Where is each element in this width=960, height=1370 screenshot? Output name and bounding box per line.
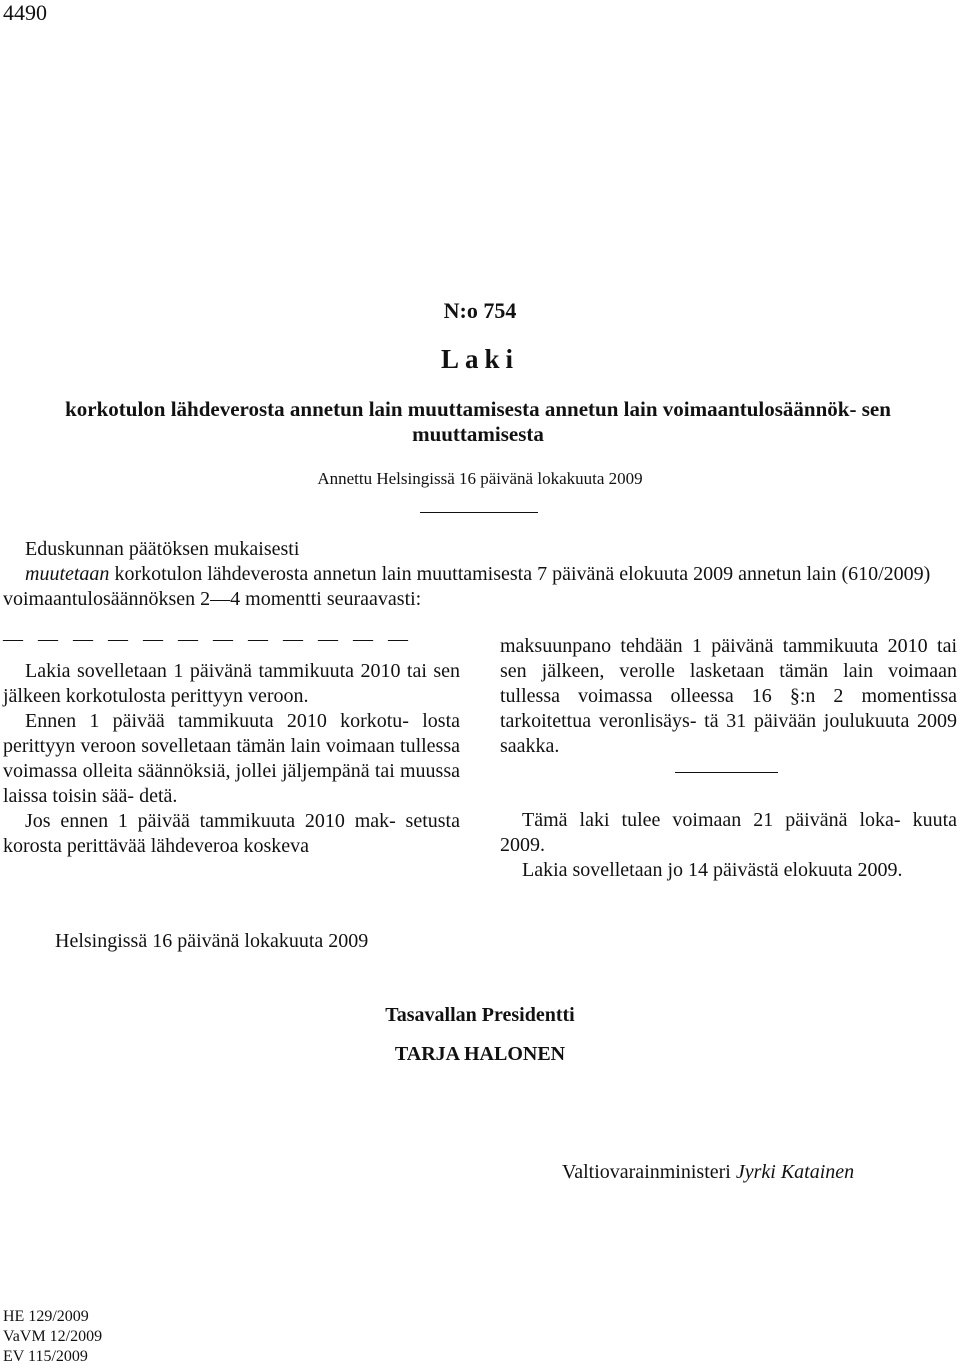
president-title: Tasavallan Presidentti bbox=[385, 1004, 575, 1026]
president-name: TARJA HALONEN bbox=[394, 1043, 566, 1065]
minister-title: Valtiovarainministeri bbox=[562, 1161, 731, 1183]
preamble-body bbox=[3, 562, 958, 612]
left-paragraph-2: Ennen 1 päivää tammikuuta 2010 korkotu- losta perittyyn veroon sovelletaan tämän lain voimaan tullessa voimassa olleita säännöksiä, jollei jäljempänä tai muussa laissa toisin sää- detä. bbox=[3, 710, 460, 807]
right-column bbox=[500, 634, 957, 759]
document-references bbox=[3, 1307, 102, 1367]
preamble-verb: muutetaan bbox=[25, 563, 110, 585]
preamble-opening: Eduskunnan päätöksen mukaisesti bbox=[25, 538, 300, 560]
left-paragraph-1: Lakia sovelletaan 1 päivänä tammikuuta 2010 tai sen jälkeen korkotulosta perittyyn veroon. bbox=[3, 660, 460, 707]
statute-number: N:o 754 bbox=[443, 298, 517, 323]
right-paragraph-1: maksuunpano tehdään 1 päivänä tammikuuta 2010 tai sen jälkeen, verolle lasketaan tämän lain voimaan tullessa voimassa olleessa 16 §:n 2 momentissa tarkoitettua veronlisäys- tä 31 päivään joulukuuta 2009 saakka. bbox=[500, 635, 957, 757]
statute-title: korkotulon lähdeverosta annetun lain muuttamisesta annetun lain voimaantulosäännök- sen muuttamisesta bbox=[65, 397, 891, 446]
entry-into-force: Tämä laki tulee voimaan 21 päivänä loka- kuuta 2009. bbox=[500, 809, 957, 856]
divider-right bbox=[675, 772, 778, 773]
minister-signature bbox=[562, 1161, 854, 1184]
page-number: 4490 bbox=[3, 0, 47, 25]
reference-he: HE 129/2009 bbox=[3, 1308, 89, 1325]
minister-name: Jyrki Katainen bbox=[735, 1161, 855, 1183]
right-column-entry bbox=[500, 808, 957, 883]
omission-marks: — — — — — — — — — — — — bbox=[3, 628, 413, 650]
application-date: Lakia sovelletaan jo 14 päivästä elokuuta 2009. bbox=[522, 859, 903, 881]
reference-vavm: VaVM 12/2009 bbox=[3, 1328, 103, 1345]
signature-place-date: Helsingissä 16 päivänä lokakuuta 2009 bbox=[55, 930, 369, 952]
preamble-rest: korkotulon lähdeverosta annetun lain muuttamisesta 7 päivänä elokuuta 2009 annetun lain (610/2009) voimaantulosäännöksen 2—4 momentti seuraavasti: bbox=[3, 563, 931, 610]
statute-type: Laki bbox=[440, 344, 520, 374]
divider-top bbox=[420, 512, 538, 513]
left-column bbox=[3, 659, 460, 859]
reference-ev: EV 115/2009 bbox=[3, 1348, 88, 1365]
given-date: Annettu Helsingissä 16 päivänä lokakuuta 2009 bbox=[317, 469, 643, 488]
left-paragraph-3: Jos ennen 1 päivää tammikuuta 2010 mak- setusta korosta perittävää lähdeveroa koskeva bbox=[3, 810, 460, 857]
